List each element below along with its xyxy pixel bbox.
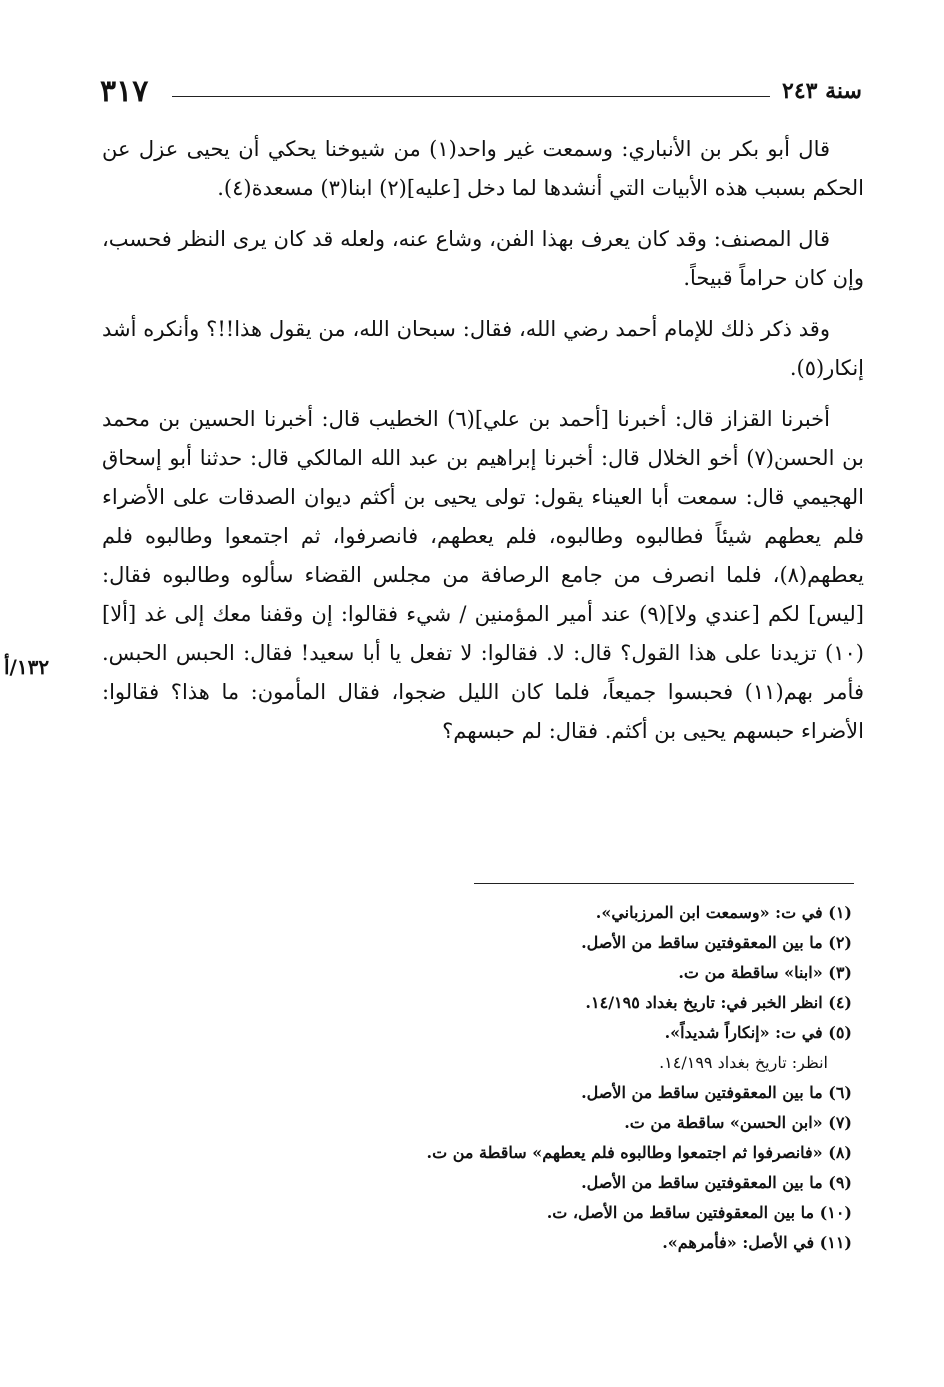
year-label: سنة ٢٤٣ [782, 78, 862, 104]
paragraph: قال المصنف: وقد كان يعرف بهذا الفن، وشاع عنه، ولعله قد كان يرى النظر فحسب، وإن كان حراماً قبيحاً. [102, 227, 864, 290]
footnote: (٧) «ابن الحسن» ساقطة من ت. [624, 1113, 852, 1132]
running-header [100, 74, 862, 118]
main-text [102, 130, 864, 763]
footnote: (٤) انظر الخبر في: تاريخ بغداد ١٤/١٩٥. [585, 993, 852, 1012]
header-rule [172, 96, 770, 97]
footnote: (٦) ما بين المعقوفتين ساقط من الأصل. [581, 1083, 852, 1102]
paragraph: قال أبو بكر بن الأنباري: وسمعت غير واحد(١) من شيوخنا يحكي أن يحيى عزل عن الحكم بسبب هذه الأبيات التي أنشدها لما دخل [عليه](٢) ابنا(٣) مسعدة(٤). [102, 137, 864, 200]
footnote: (٥) في ت: «إنكاراً شديداً». [664, 1023, 852, 1042]
footnote: (٩) ما بين المعقوفتين ساقط من الأصل. [581, 1173, 852, 1192]
footnote-continuation: انظر: تاريخ بغداد ١٤/١٩٩. [659, 1053, 828, 1072]
footnote-rule [474, 883, 854, 884]
footnote: (١) في ت: «وسمعت ابن المرزباني». [595, 903, 852, 922]
paragraph: وقد ذكر ذلك للإمام أحمد رضي الله، فقال: سبحان الله، من يقول هذا!!؟ وأنكره أشد إنكار(٥). [102, 317, 864, 380]
page-number: ٣١٧ [100, 74, 149, 109]
footnotes [252, 898, 852, 1258]
paragraph: أخبرنا القزاز قال: أخبرنا [أحمد بن علي](٦) الخطيب قال: أخبرنا الحسين بن محمد بن الحسن(٧) أخو الخلال قال: أخبرنا إبراهيم بن عبد الله المالكي قال: حدثنا أبو إسحاق الهجيمي قال: سمعت أبا العيناء يقول: تولى يحيى بن أكثم ديوان الصدقات على الأضراء فلم يعطهم شيئاً فطالبوه وطالبوه، فلم يعطهم، فانصرفوا، ثم اجتمعوا وطالبوه فلم يعطهم(٨)، فلما انصرف من جامع الرصافة من مجلس القضاء سألوه وطالبوه فقال: [ليس] لكم [عندي ولا](٩) عند أمير المؤمنين / شيء فقالوا: إن وقفنا معك إلى غد [ألا](١٠) تزيدنا على هذا القول؟ قال: لا. فقالوا: لا تفعل يا أبا سعيد! فقال: الحبس الحبس. فأمر بهم(١١) فحبسوا جميعاً، فلما كان الليل ضجوا، فقال المأمون: ما هذا؟ فقالوا: الأضراء حبسهم يحيى بن أكثم. فقال: لم حبسهم؟ [102, 407, 864, 743]
footnote: (٢) ما بين المعقوفتين ساقط من الأصل. [581, 933, 852, 952]
footnote: (٣) «ابنا» ساقطة من ت. [678, 963, 852, 982]
footnote: (٨) «فانصرفوا ثم اجتمعوا وطالبوه فلم يعطهم» ساقطة من ت. [426, 1143, 852, 1162]
footnote: (١٠) ما بين المعقوفتين ساقط من الأصل، ت. [546, 1203, 852, 1222]
footnote: (١١) في الأصل: «فأمرهم». [662, 1233, 852, 1252]
manuscript-folio-marker: ١٣٢/أ [4, 655, 50, 679]
